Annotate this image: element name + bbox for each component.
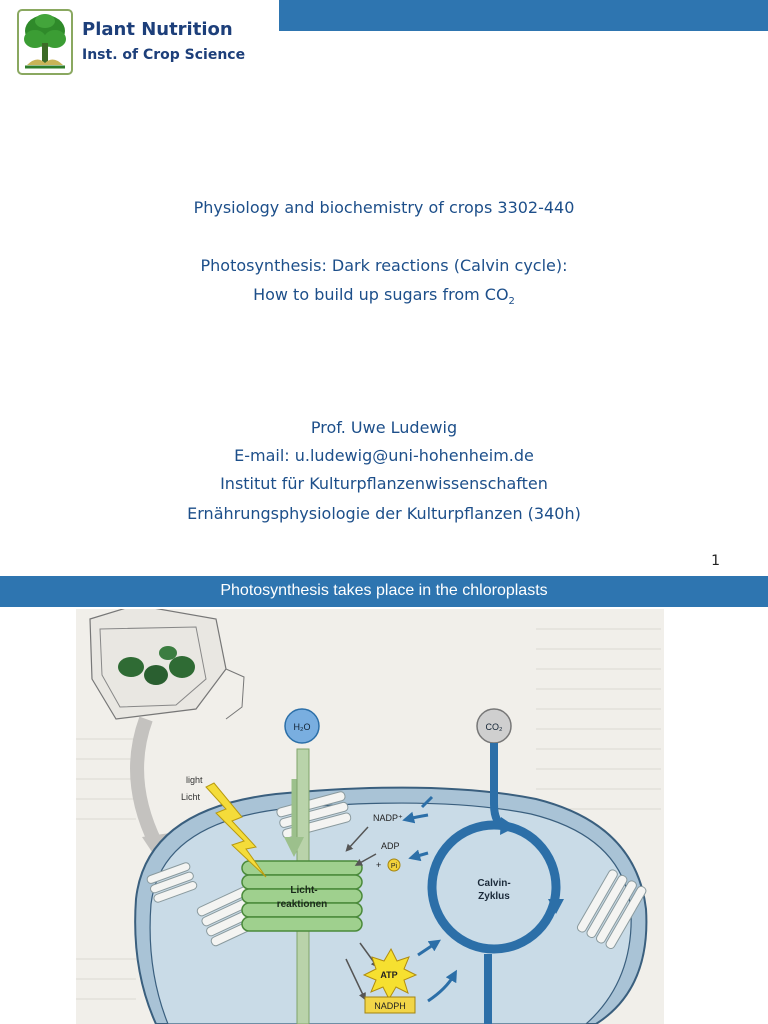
calvin-label-1: Calvin- xyxy=(477,878,511,889)
topic-line-2-text: How to build up sugars from CO xyxy=(253,285,509,304)
pi-label: Pi xyxy=(390,863,398,870)
topic-line-1: Photosynthesis: Dark reactions (Calvin cycle): xyxy=(200,256,568,275)
co2-label: CO₂ xyxy=(485,722,503,732)
chloroplast-figure xyxy=(76,609,664,1024)
light-label: light xyxy=(186,775,203,785)
tree-logo-icon xyxy=(17,9,73,75)
logo-subtitle: Inst. of Crop Science xyxy=(82,47,246,63)
nadp-label: NADP⁺ xyxy=(373,813,403,823)
logo xyxy=(0,0,279,84)
topic-line-2-subscript: 2 xyxy=(508,296,515,308)
slide-title: Photosynthesis takes place in the chloroplasts xyxy=(220,582,548,599)
slide-title-bar xyxy=(0,576,768,607)
institute-name: Institut für Kulturpflanzenwissenschaften xyxy=(220,474,548,493)
topic-line-2 xyxy=(0,285,768,307)
author-name: Prof. Uwe Ludewig xyxy=(310,418,458,437)
light-reactions-label-2: reaktionen xyxy=(276,899,328,910)
atp-label: ATP xyxy=(380,970,398,980)
licht-label: Licht xyxy=(181,792,201,802)
page-number: 1 xyxy=(711,553,720,569)
logo-title: Plant Nutrition xyxy=(82,19,233,40)
light-reactions-label-1: Licht- xyxy=(290,885,318,896)
calvin-label-2: Zyklus xyxy=(478,891,510,902)
adp-label: ADP xyxy=(381,841,400,851)
nadph-label: NADPH xyxy=(374,1001,406,1011)
chloroplast-slide xyxy=(0,576,768,1024)
author-email[interactable]: E-mail: u.ludewig@uni-hohenheim.de xyxy=(234,446,534,465)
department-name: Ernährungsphysiologie der Kulturpflanzen (340h) xyxy=(187,504,581,523)
h2o-label: H₂O xyxy=(293,722,311,732)
pi-plus-label: + xyxy=(376,860,382,870)
course-title: Physiology and biochemistry of crops 3302-440 xyxy=(193,198,575,217)
